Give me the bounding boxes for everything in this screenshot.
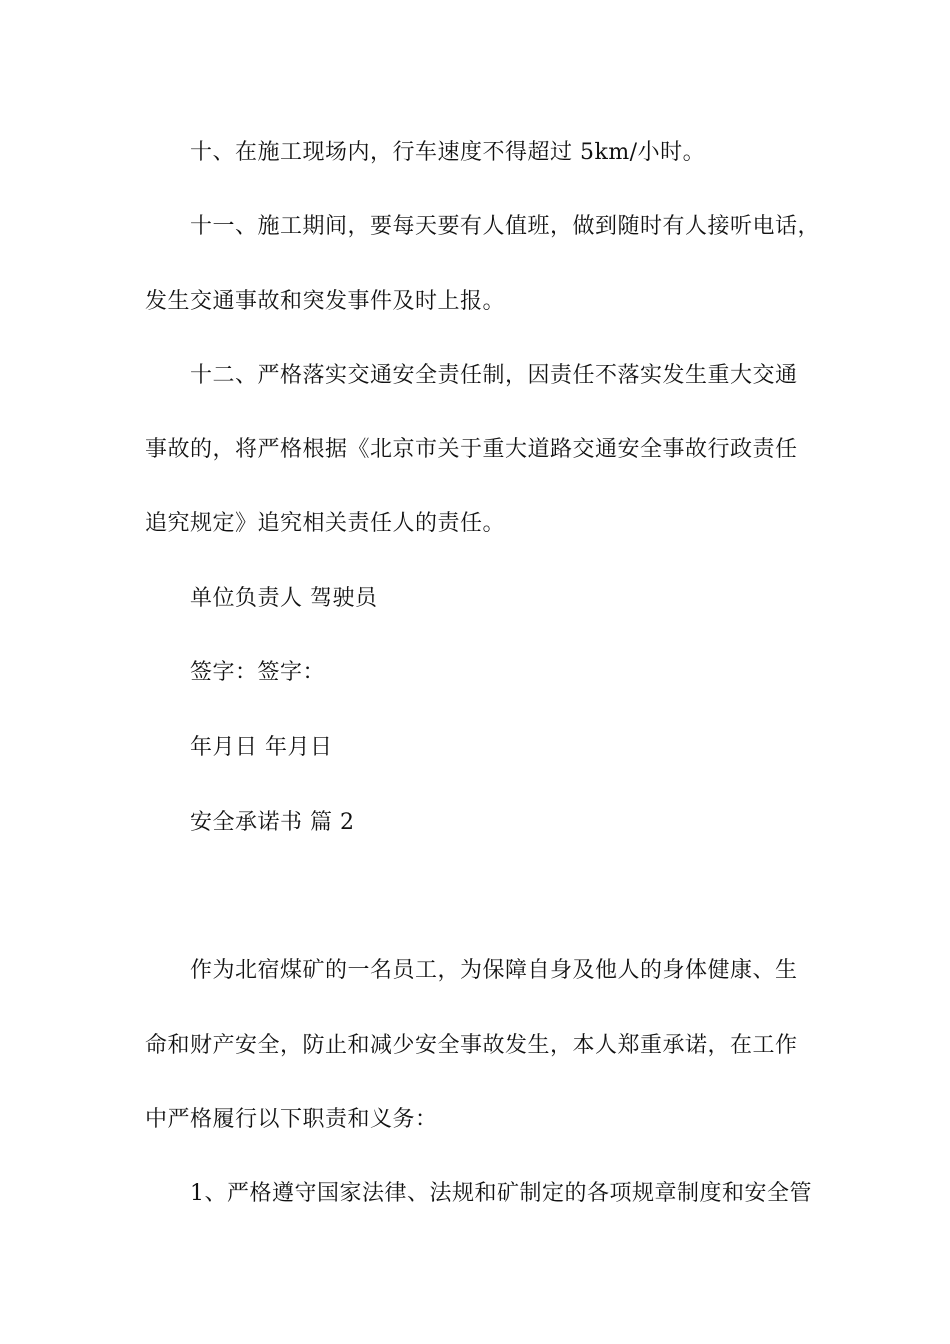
pledge-item-1: 1、严格遵守国家法律、法规和矿制定的各项规章制度和安全管 (190, 1181, 812, 1206)
signature-roles: 单位负责人 驾驶员 (190, 586, 378, 611)
paragraph-rule-10: 十、在施工现场内，行车速度不得超过 5km/小时。 (190, 140, 706, 165)
paragraph-rule-12-line-2: 事故的，将严格根据《北京市关于重大道路交通安全事故行政责任 (145, 437, 798, 462)
paragraph-rule-12-line-3: 追究规定》追究相关责任人的责任。 (145, 511, 506, 536)
pledge-intro-line-3: 中严格履行以下职责和义务： (145, 1107, 438, 1132)
pledge-intro-line-1: 作为北宿煤矿的一名员工，为保障自身及他人的身体健康、生 (190, 958, 798, 983)
paragraph-rule-12-line-1: 十二、严格落实交通安全责任制，因责任不落实发生重大交通 (190, 363, 798, 388)
section-heading: 安全承诺书 篇 2 (190, 810, 355, 835)
paragraph-rule-11-line-2: 发生交通事故和突发事件及时上报。 (145, 289, 506, 314)
date-fields: 年月日 年月日 (190, 735, 333, 760)
signature-fields: 签字：签字： (190, 660, 326, 685)
pledge-intro-line-2: 命和财产安全，防止和减少安全事故发生，本人郑重承诺，在工作 (145, 1033, 798, 1058)
paragraph-rule-11-line-1: 十一、施工期间，要每天要有人值班，做到随时有人接听电话， (190, 214, 821, 239)
